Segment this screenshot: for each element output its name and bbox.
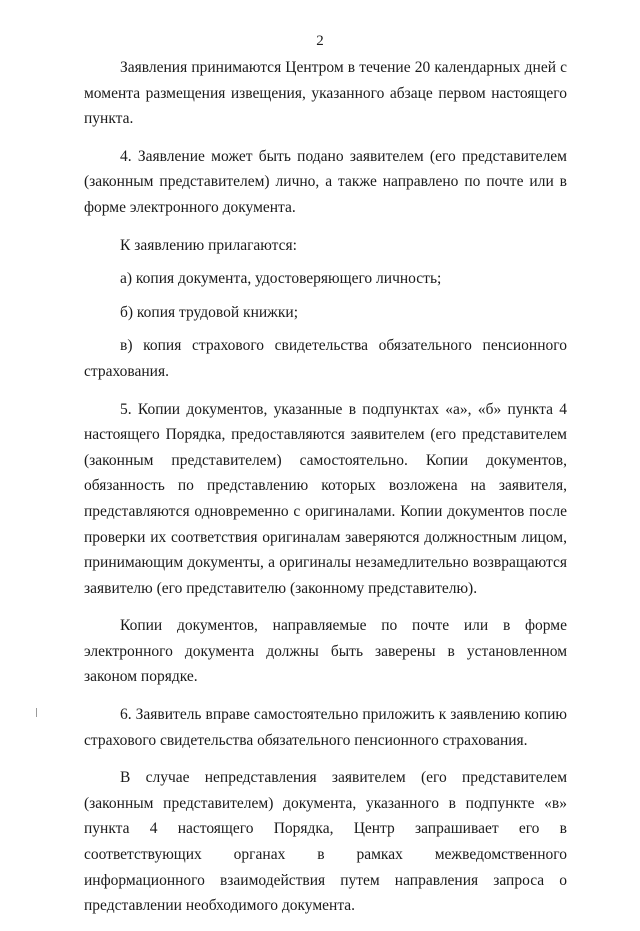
paragraph-item-4: 4. Заявление может быть подано заявителем (его представителем (законным представителем) лично, а также направлено по почте или в форме электронного документа.	[84, 147, 567, 216]
margin-mark	[36, 708, 37, 717]
paragraph-application-deadline: Заявления принимаются Центром в течение 20 календарных дней с момента размещения извещения, указанного абзаце первом настоящего пункта.	[84, 59, 567, 128]
paragraph-item-5: 5. Копии документов, указанные в подпунктах «а», «б» пункта 4 настоящего Порядка, предоставляются заявителем (его представителем (законным представителем) самостоятельно. Копии документов, обязанность по представлению которых возложена на заявителя, представляются одновременно с оригиналами. Копии документов после проверки их соответствия оригиналам заверяются должностным лицом, принимающим документы, а оригиналы незамедлительно возвращаются заявителю (его представителю (законному представителю).	[84, 400, 567, 597]
paragraph-item-6: 6. Заявитель вправе самостоятельно приложить к заявлению копию страхового свидетельства обязательного пенсионного страхования.	[84, 706, 567, 749]
paragraph-copies-by-mail: Копии документов, направляемые по почте или в форме электронного документа должны быть заверены в установленном законом порядке.	[84, 617, 567, 686]
page-number: 2	[316, 33, 324, 49]
list-item-a: а) копия документа, удостоверяющего личность;	[120, 270, 442, 288]
paragraph-attachments-intro: К заявлению прилагаются:	[120, 236, 297, 254]
list-item-b: б) копия трудовой книжки;	[120, 303, 299, 321]
paragraph-non-submission: В случае непредставления заявителем (его представителем (законным представителем) документа, указанного в подпункте «в» пункта 4 настоящего Порядка, Центр запрашивает его в соответствующих органах в рамках межведомственного информационного взаимодействия путем направления запроса о представлении необходимого документа.	[84, 769, 567, 915]
list-item-v: в) копия страхового свидетельства обязательного пенсионного страхования.	[84, 337, 567, 380]
document-body	[84, 55, 567, 931]
